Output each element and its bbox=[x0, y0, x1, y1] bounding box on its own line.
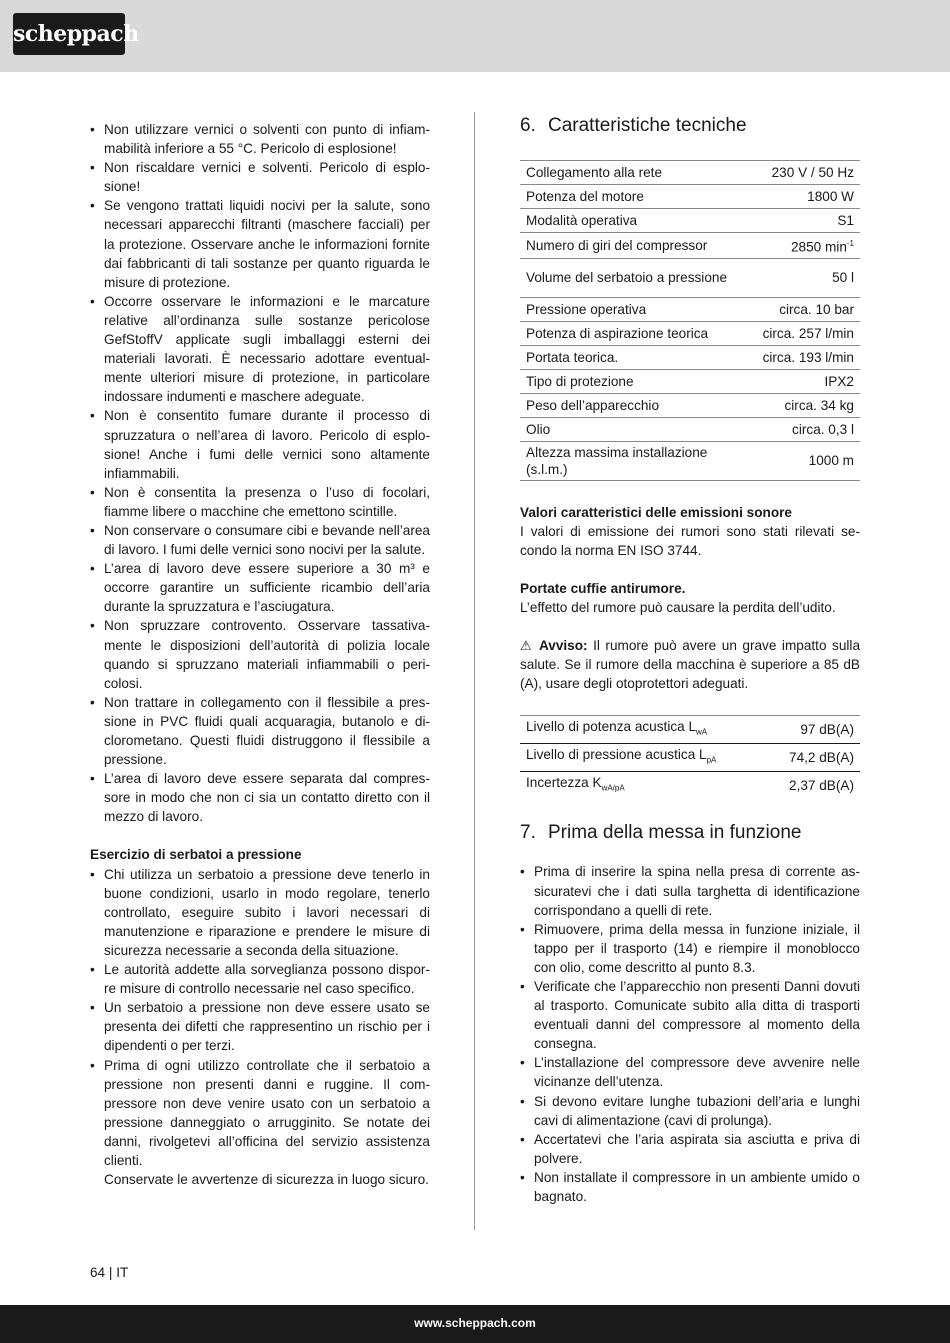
emission-heading: Valori caratteristici delle emissioni sonore bbox=[520, 504, 792, 520]
table-row: Volume del serbatoio a pressione 50 l bbox=[520, 258, 860, 297]
list-item: • Chi utilizza un serbatoio a pressione deve tenerlo in buone condizioni, usarlo in modo regolare, tenerlo controllato, eseguire subito i lavori necessari di manutenzione e riparazione e prendere le misure di sicurezza necessarie a seconda della situazione. bbox=[90, 865, 430, 960]
safety-list bbox=[90, 120, 430, 826]
list-item: • Non è consentita la presenza o l’uso di focolari, fiamme libere o macchine che emettono scintille. bbox=[90, 483, 430, 521]
spec-table bbox=[520, 160, 860, 481]
list-item: • Si devono evitare lunghe tubazioni dell’aria e lunghi cavi di alimentazione (cavi di prolunga). bbox=[520, 1092, 860, 1130]
column-divider bbox=[474, 112, 475, 1230]
list-item: • Un serbatoio a pressione non deve essere usato se presenta dei difetti che rappresentino un rischio per i dipendenti o per terzi. bbox=[90, 998, 430, 1055]
website-link[interactable]: www.scheppach.com bbox=[414, 1316, 536, 1330]
table-row: Potenza di aspirazione teorica circa. 257 l/min bbox=[520, 321, 860, 345]
table-row: Pressione operativa circa. 10 bar bbox=[520, 297, 860, 321]
list-item: • Rimuovere, prima della messa in funzione iniziale, il tappo per il trasporto (14) e riempire il monoblocco con olio, come descritto al punto 8.3. bbox=[520, 920, 860, 977]
section-6-heading: 6. Caratteristiche tecniche bbox=[520, 115, 747, 136]
table-row: Modalità operativa S1 bbox=[520, 209, 860, 233]
table-row: Collegamento alla rete 230 V / 50 Hz bbox=[520, 161, 860, 185]
table-row: Incertezza $K_{wA/pA}$ 2,37 dB(A) bbox=[526, 774, 854, 793]
list-item: • Non installate il compressore in un ambiente umido o bagnato. bbox=[520, 1168, 860, 1206]
footer-bar bbox=[0, 1305, 950, 1343]
emission-text: I valori di emissione dei rumori sono stati rilevati secondo la norma EN ISO 3744. bbox=[520, 523, 860, 558]
table-row: Portata teorica. circa. 193 l/min bbox=[520, 345, 860, 369]
pressure-list bbox=[90, 865, 430, 1171]
table-row: Livello di pressione acustica $L_{pA}$ 74,2 dB(A) bbox=[520, 744, 860, 772]
header-bar bbox=[0, 0, 950, 72]
list-item: • Accertatevi che l’aria aspirata sia asciutta e priva di polvere. bbox=[520, 1130, 860, 1168]
list-item: • Non spruzzare controvento. Osservare tassativamente le disposizioni dell’autorità di polizia locale quando si spruzzano materiali infiammabili o pericolosi. bbox=[90, 616, 430, 692]
warning-paragraph: ⚠ Avviso: Il rumore può avere un grave impatto sulla salute. Se il rumore della macchina è superiore a 85 dB (A), usare degli otoprotettori adeguati. bbox=[520, 638, 861, 692]
list-item: • L’area di lavoro deve essere superiore a 30 m³ e occorre garantire un sufficiente ricambio dell’aria durante la spruzzatura e l’asciugatura. bbox=[90, 559, 430, 616]
scheppach-logo: scheppach bbox=[13, 13, 125, 55]
list-item: • Prima di ogni utilizzo controllate che il serbatoio a pressione non presenti danni e ruggine. Il compressore non deve venire usato con un serbatoio a pressione danneggiato o arrugginito. Se notate dei danni, rivolgetevi all’officina del servizio assistenza clienti. bbox=[90, 1056, 430, 1171]
table-row: Olio circa. 0,3 l bbox=[520, 417, 860, 441]
startup-list bbox=[520, 862, 860, 1206]
list-item: • L’installazione del compressore deve avvenire nelle vicinanze dell’utenza. bbox=[520, 1053, 860, 1091]
warning-triangle-icon: ⚠ bbox=[520, 638, 534, 653]
noise-table bbox=[520, 715, 860, 798]
table-row: Livello di potenza acustica $L_{wA}$ 97 dB(A) bbox=[520, 716, 860, 744]
list-item: • Verificate che l’apparecchio non presenti Danni dovuti al trasporto. Comunicate subito alla ditta di trasporti eventuali danni del compressore al momento della consegna. bbox=[520, 977, 860, 1053]
list-item: • Prima di inserire la spina nella presa di corrente assicuratevi che i dati sulla targhetta di identificazione corrispondano a quelli di rete. bbox=[520, 862, 860, 919]
list-item: • Non conservare o consumare cibi e bevande nell’area di lavoro. I fumi delle vernici sono nocivi per la salute. bbox=[90, 521, 430, 559]
page-number: 64 | IT bbox=[90, 1265, 129, 1280]
table-row: Peso dell’apparecchio circa. 34 kg bbox=[520, 393, 860, 417]
list-item: • Non è consentito fumare durante il processo di spruzzatura o nell’area di lavoro. Pericolo di esplosione! Anche i fumi delle vernici sono altamente infiammabili. bbox=[90, 406, 430, 482]
table-row: Numero di giri del compressor 2850 $\min^{-1}$ bbox=[520, 233, 860, 259]
ear-protection-heading: Portate cuffie antirumore. bbox=[520, 580, 686, 596]
list-item: • Non trattare in collegamento con il flessibile a pressione in PVC fluidi quali acquaragia, butanolo e diclorometano. Questi fluidi distruggono il flessibile a pressione. bbox=[90, 693, 430, 769]
list-item: • Se vengono trattati liquidi nocivi per la salute, sono necessari apparecchi filtranti (maschere facciali) per la protezione. Osservare anche le informazioni fornite dai fabbricanti di tali sostanze per quanto riguarda le misure di protezione. bbox=[90, 196, 430, 291]
table-row: Altezza massima installazione (s.l.m.) 1000 m bbox=[520, 441, 860, 480]
table-row: Tipo di protezione IPX2 bbox=[520, 369, 860, 393]
list-item: • Occorre osservare le informazioni e le marcature relative all’ordinanza sulle sostanze pericolose GefStoffV applicate sugli imballaggi esterni dei materiali lavorati. È necessario adottare eventualmente ulteriori misure di protezione, in particolare indossare indumenti e maschere adeguate. bbox=[90, 292, 430, 407]
pressure-heading: Esercizio di serbatoi a pressione bbox=[90, 847, 302, 863]
list-item: • Non riscaldare vernici e solventi. Pericolo di esplosione! bbox=[90, 158, 430, 196]
list-item: • Non utilizzare vernici o solventi con punto di infiammabilità inferiore a 55 °C. Pericolo di esplosione! bbox=[90, 120, 430, 158]
section-7-heading: 7. Prima della messa in funzione bbox=[520, 822, 802, 844]
table-row: Potenza del motore 1800 W bbox=[520, 185, 860, 209]
right-column bbox=[520, 113, 860, 1206]
closing-note: Conservate le avvertenze di sicurezza in luogo sicuro. bbox=[104, 1172, 429, 1188]
left-column bbox=[90, 120, 430, 1189]
list-item: • Le autorità addette alla sorveglianza possono disporre misure di controllo necessarie nel caso specifico. bbox=[90, 960, 430, 998]
ear-protection-text: L’effetto del rumore può causare la perdita dell’udito. bbox=[520, 599, 836, 615]
list-item: • L’area di lavoro deve essere separata dal compressore in modo che non ci sia un contatto diretto con il mezzo di lavoro. bbox=[90, 769, 430, 826]
